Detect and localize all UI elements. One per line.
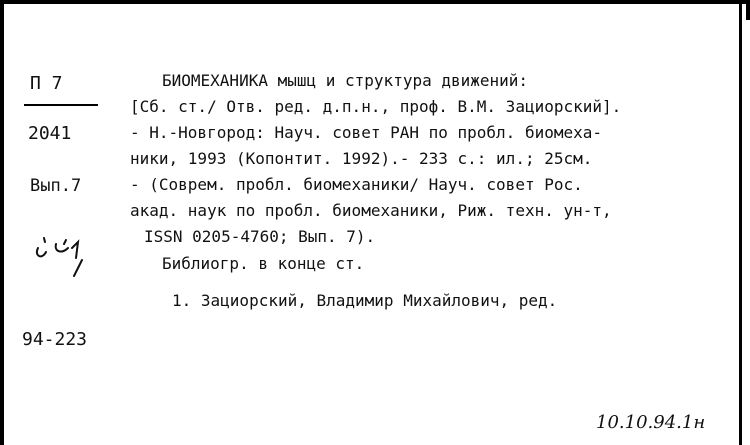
description-line-5: - (Соврем. пробл. биомеханики/ Науч. совет Рос. bbox=[130, 175, 583, 194]
description-line-7: ISSN 0205-4760; Вып. 7). bbox=[144, 227, 376, 246]
call-number-bottom: 2041 bbox=[28, 123, 72, 144]
inventory-number: 94-223 bbox=[22, 329, 88, 350]
call-number-divider bbox=[24, 104, 98, 106]
handwritten-mark bbox=[28, 218, 108, 288]
description-line-3: - Н.-Новгород: Науч. совет РАН по пробл. биомеха- bbox=[130, 123, 603, 142]
date-stamp: 10.10.94.1н bbox=[596, 412, 706, 433]
bibliography-note: Библиогр. в конце ст. bbox=[162, 254, 365, 273]
added-entry-tracing: 1. Зациорский, Владимир Михайлович, ред. bbox=[172, 291, 558, 310]
card-top-border bbox=[4, 0, 750, 4]
call-number-top: П 7 bbox=[30, 73, 63, 94]
card-corner-mark bbox=[746, 4, 750, 20]
description-line-2: [Сб. ст./ Отв. ред. д.п.н., проф. В.М. Зациорский]. bbox=[130, 97, 622, 116]
card-left-border bbox=[0, 0, 4, 445]
description-line-6: акад. наук по пробл. биомеханики, Риж. техн. ун-т, bbox=[130, 201, 612, 220]
card-right-border bbox=[739, 0, 742, 445]
title-line: БИОМЕХАНИКА мышц и структура движений: bbox=[162, 71, 529, 90]
call-number-issue: Вып.7 bbox=[30, 176, 82, 196]
description-line-4: ники, 1993 (Копонтит. 1992).- 233 с.: ил.; 25см. bbox=[130, 149, 593, 168]
